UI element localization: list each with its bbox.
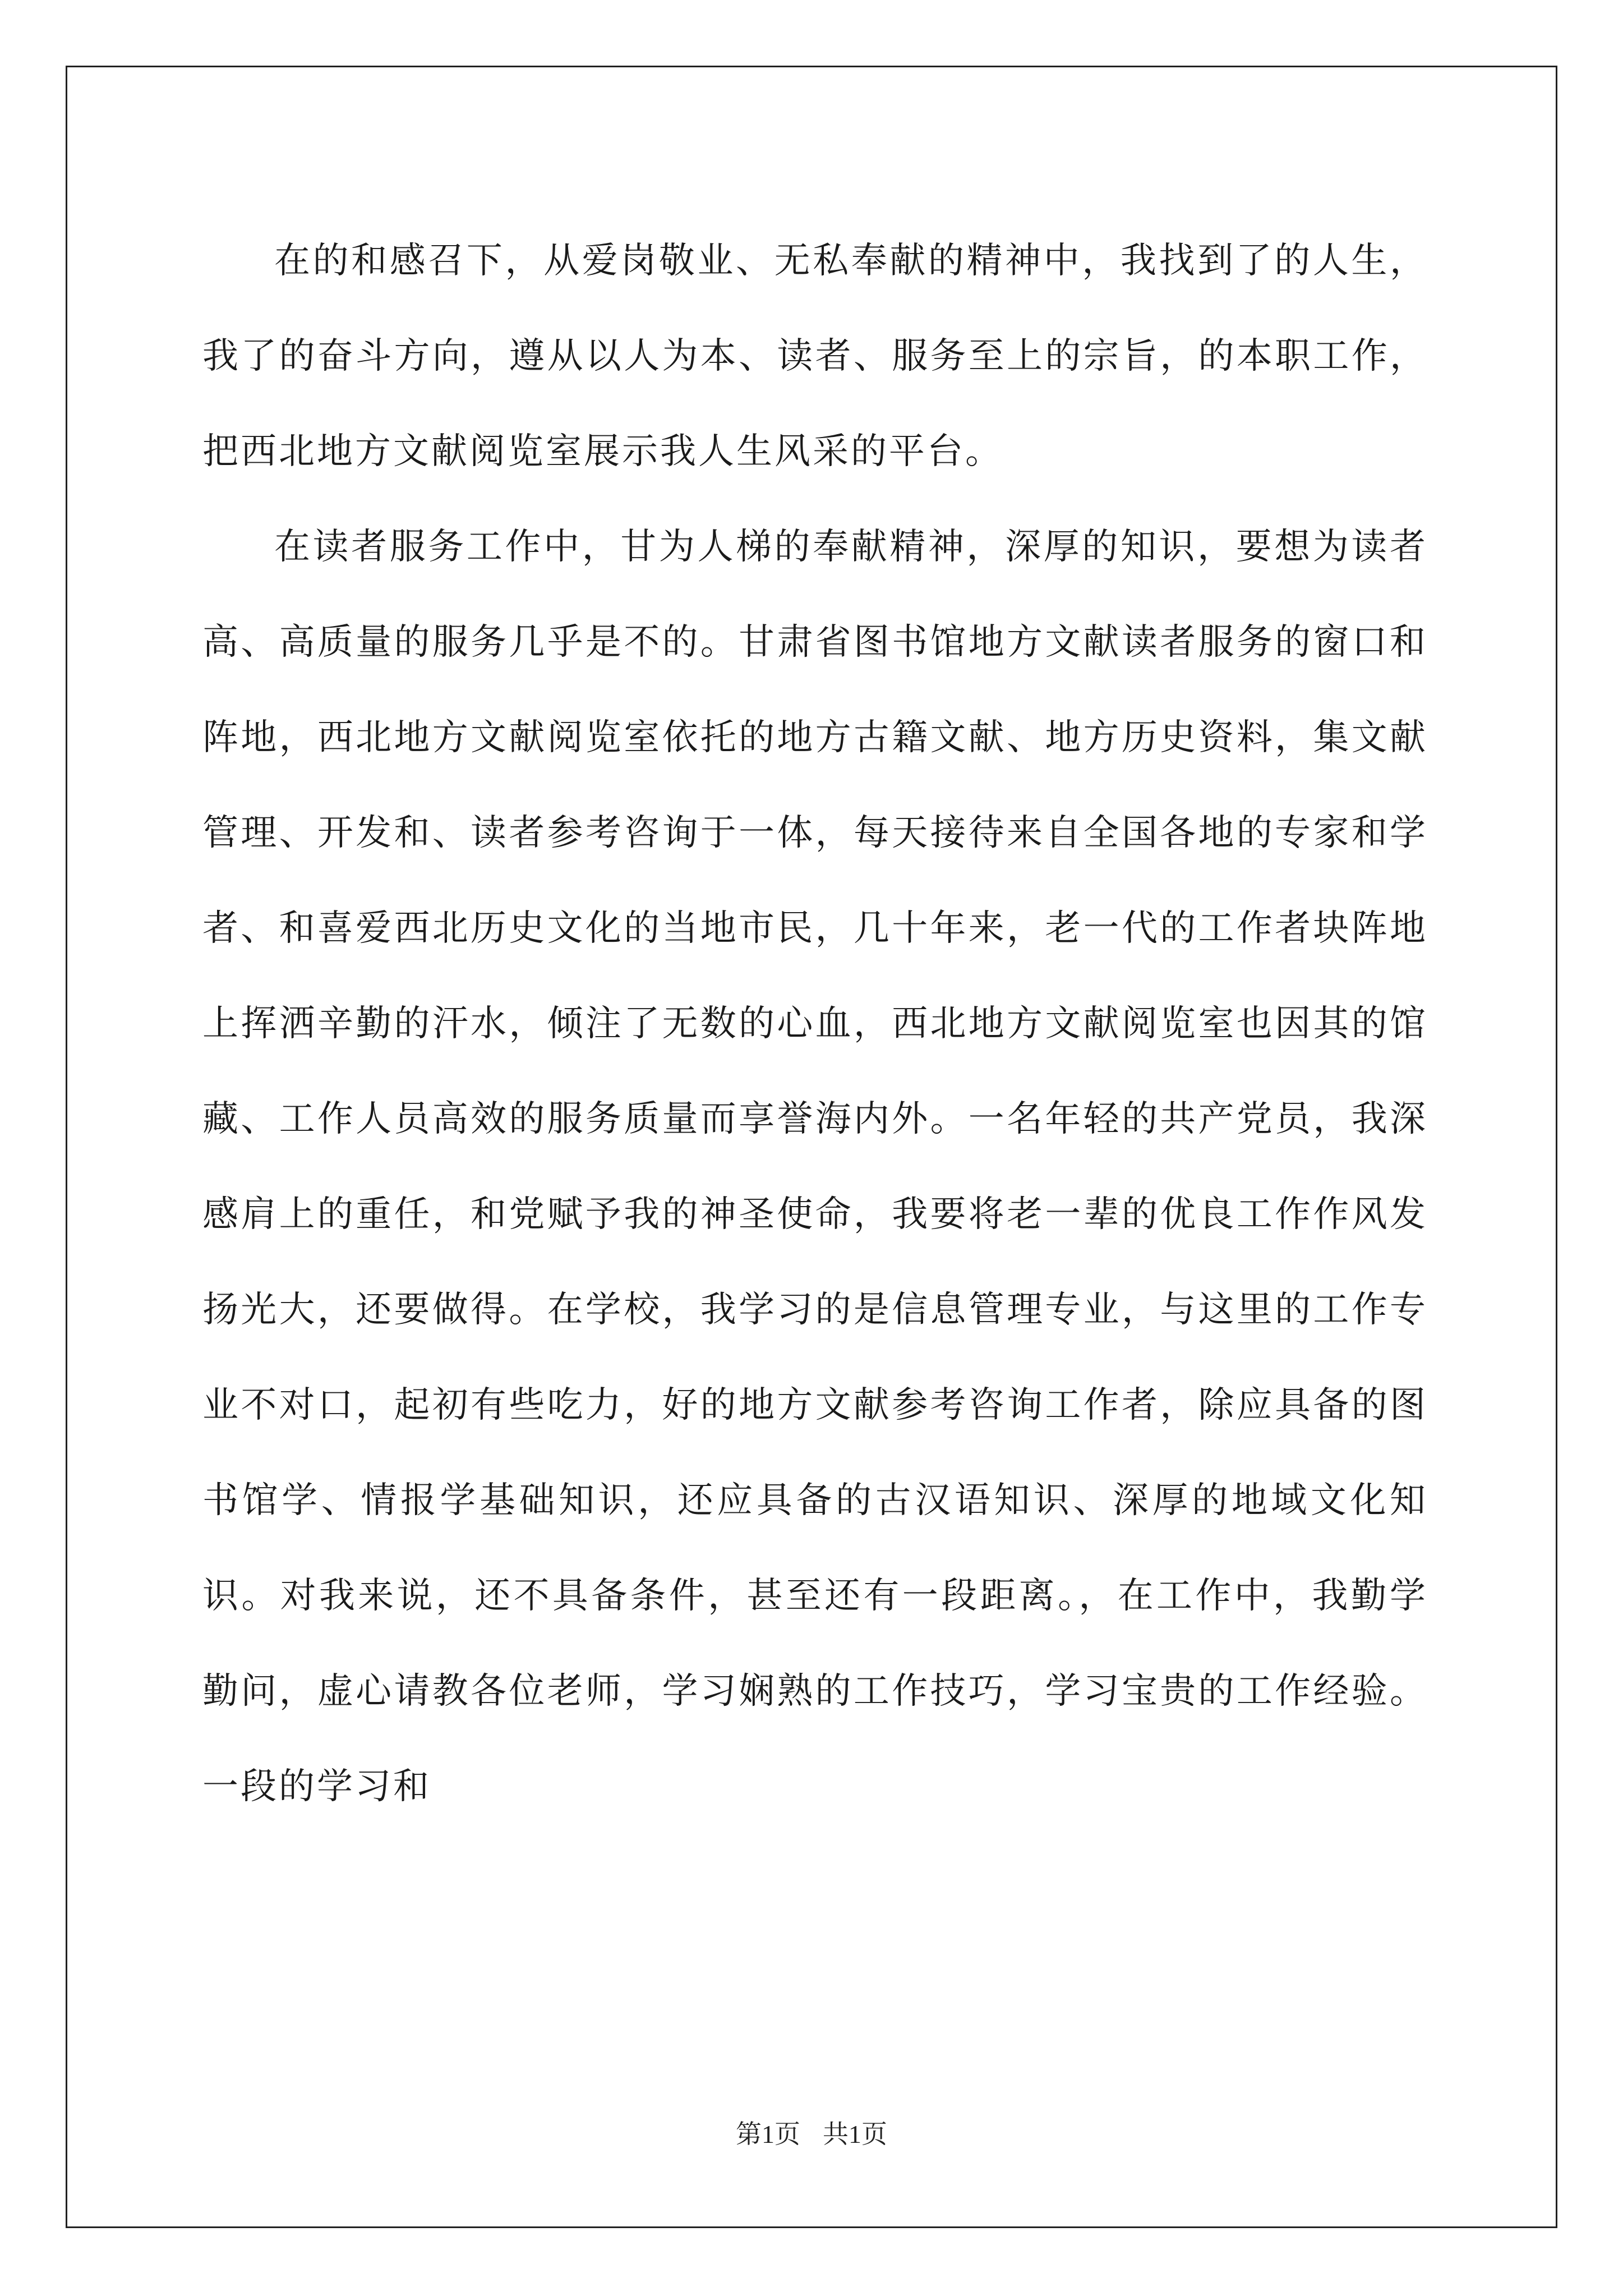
document-body [202,213,1428,1834]
page-number: 第1页 [736,2120,800,2148]
paragraph-1: 在的和感召下，从爱岗敬业、无私奉献的精神中，我找到了的人生，我了的奋斗方向，遵从以人为本、读者、服务至上的宗旨，的本职工作，把西北地方文献阅览室展示我人生风采的平台。 [202,240,1428,472]
page-total: 共1页 [823,2120,887,2148]
paragraph-2: 在读者服务工作中，甘为人梯的奉献精神，深厚的知识，要想为读者高、高质量的服务几乎是不的。甘肃省图书馆地方文献读者服务的窗口和阵地，西北地方文献阅览室依托的地方古籍文献、地方历史资料，集文献管理、开发和、读者参考咨询于一体，每天接待来自全国各地的专家和学者、和喜爱西北历史文化的当地市民，几十年来，老一代的工作者块阵地上挥洒辛勤的汗水，倾注了无数的心血，西北地方文献阅览室也因其的馆藏、工作人员高效的服务质量而享誉海内外。一名年轻的共产党员，我深感肩上的重任，和党赋予我的神圣使命，我要将老一辈的优良工作作风发扬光大，还要做得。在学校，我学习的是信息管理专业，与这里的工作专业不对口，起初有些吃力，好的地方文献参考咨询工作者，除应具备的图书馆学、情报学基础知识，还应具备的古汉语知识、深厚的地域文化知识。对我来说，还不具备条件，甚至还有一段距离。，在工作中，我勤学勤问，虚心请教各位老师，学习娴熟的工作技巧，学习宝贵的工作经验。一段的学习和 [202,526,1428,1807]
page-footer [0,2118,1623,2151]
